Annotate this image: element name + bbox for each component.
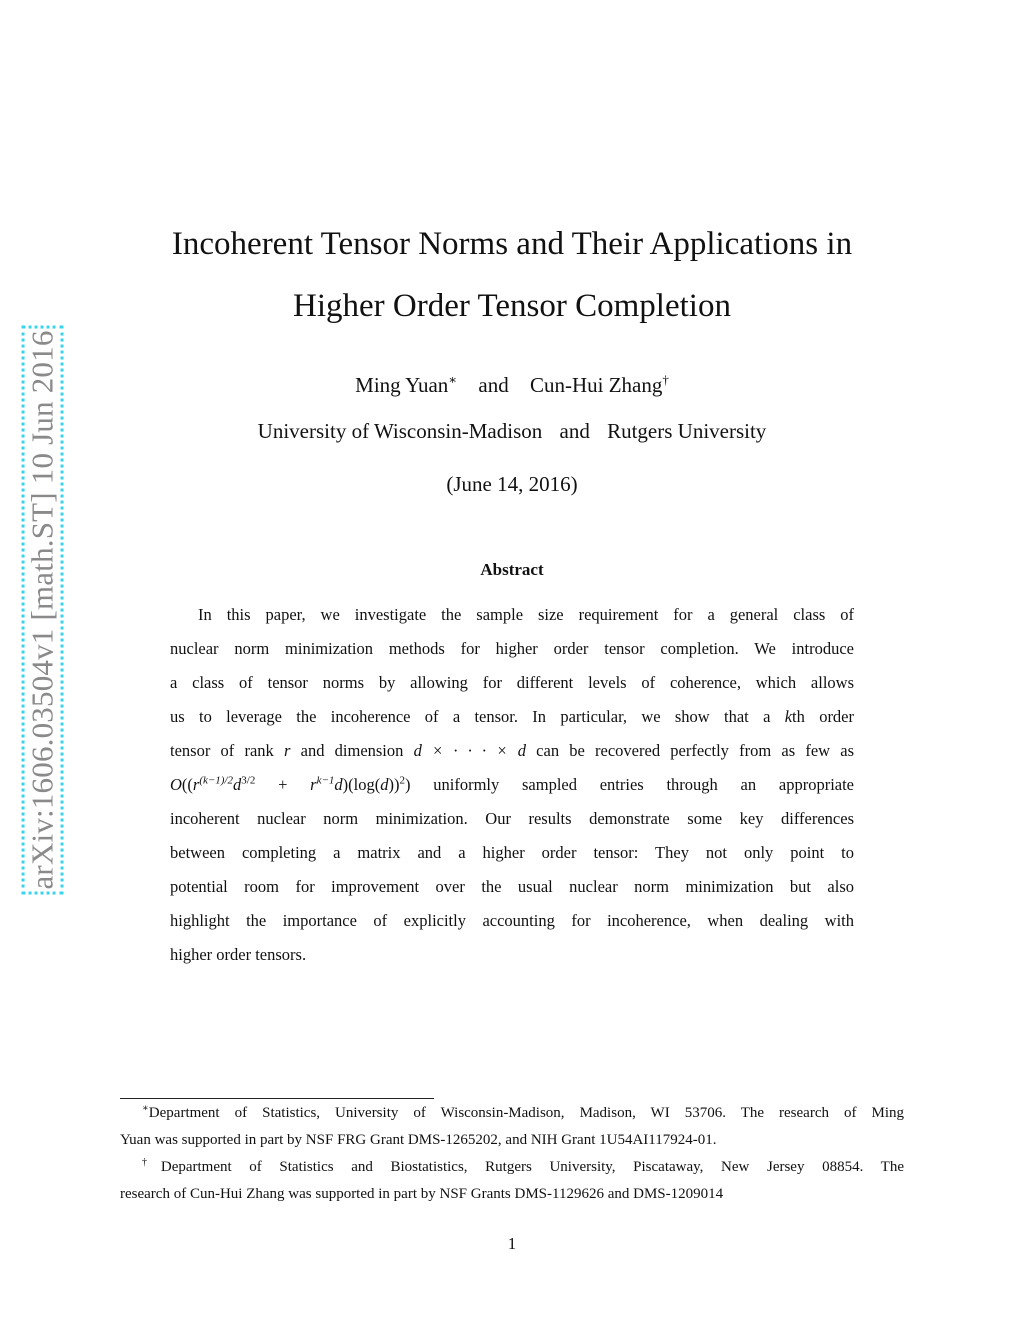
abstract-body	[170, 598, 854, 972]
affiliation-wisconsin: University of Wisconsin-Madison	[257, 419, 543, 443]
abstract-text: tensor of rank	[170, 741, 274, 760]
abstract-heading: Abstract	[480, 560, 544, 579]
abstract-line: In this paper, we investigate the sample size requirement for a general class of	[198, 605, 854, 624]
abstract-text: can be recovered perfectly from as few as	[536, 741, 855, 760]
abstract-text: uniformly sampled entries through an appropriate	[433, 775, 855, 794]
footnotes	[120, 1100, 904, 1208]
footnote-2-line: research of Cun-Hui Zhang was supported in part by NSF Grants DMS-1129626 and DMS-1209014	[120, 1186, 724, 1202]
paper-date: (June 14, 2016)	[446, 472, 578, 496]
author-conjunction: and	[478, 373, 509, 397]
footnote-1-line: Yuan was supported in part by NSF FRG Grant DMS-1265202, and NIH Grant 1U54AI117924-01.	[120, 1132, 717, 1148]
author-cun-hui-zhang: Cun-Hui Zhang	[529, 373, 663, 397]
arxiv-identifier: arXiv:1606.03504v1 [math.ST] 10 Jun 2016	[22, 325, 64, 894]
footnote-text: Department of Statistics, University of Wisconsin-Madison, Madison, WI 53706. The research of Ming	[148, 1105, 904, 1121]
paper-title-line-2: Higher Order Tensor Completion	[293, 288, 731, 324]
abstract-text: and dimension	[300, 741, 404, 760]
abstract-text: th order	[792, 707, 855, 726]
affiliation-conjunction: and	[559, 419, 590, 443]
abstract-line: nuclear norm minimization methods for higher order tensor completion. We introduce	[170, 639, 854, 658]
footnote-rule	[120, 1098, 434, 1099]
abstract-line: between completing a matrix and a higher order tensor: They not only point to	[170, 843, 854, 862]
math-k: k	[784, 707, 793, 726]
footnote-1-mark: ∗	[142, 1103, 149, 1114]
author-2-footnote-mark: †	[662, 372, 669, 387]
math-r: r	[284, 741, 291, 760]
abstract-line	[170, 734, 854, 768]
author-ming-yuan: Ming Yuan	[355, 373, 449, 397]
abstract-line	[170, 700, 854, 734]
page-number: 1	[507, 1234, 517, 1253]
author-1-footnote-mark: ∗	[448, 372, 458, 387]
abstract-line	[170, 768, 854, 802]
abstract-line: a class of tensor norms by allowing for different levels of coherence, which allows	[170, 673, 854, 692]
footnote-2-mark: †	[142, 1157, 161, 1168]
abstract-line: highlight the importance of explicitly accounting for incoherence, when dealing with	[170, 911, 854, 930]
sample-complexity-formula: $O((r^{(k-1)/2}d^{3/2} + r^{k-1}d)(\log(d))^2)$	[170, 774, 411, 794]
footnote-1-line	[120, 1100, 904, 1127]
abstract-text: us to leverage the incoherence of a tensor. In particular, we show that a	[170, 707, 771, 726]
footnote-2-line	[120, 1154, 904, 1181]
affiliation-rutgers: Rutgers University	[607, 419, 767, 443]
paper-title-line-1: Incoherent Tensor Norms and Their Applications in	[171, 226, 853, 262]
abstract-line: potential room for improvement over the usual nuclear norm minimization but also	[170, 877, 854, 896]
math-dimensions: d × · · · × d	[413, 741, 526, 760]
abstract-line: incoherent nuclear norm minimization. Our results demonstrate some key differences	[170, 809, 854, 828]
abstract-line: higher order tensors.	[170, 945, 307, 964]
author-line	[0, 373, 1024, 397]
footnote-text: Department of Statistics and Biostatistics, Rutgers University, Piscataway, New Jersey 08854. The	[160, 1159, 905, 1175]
affiliation-line	[0, 419, 1024, 443]
